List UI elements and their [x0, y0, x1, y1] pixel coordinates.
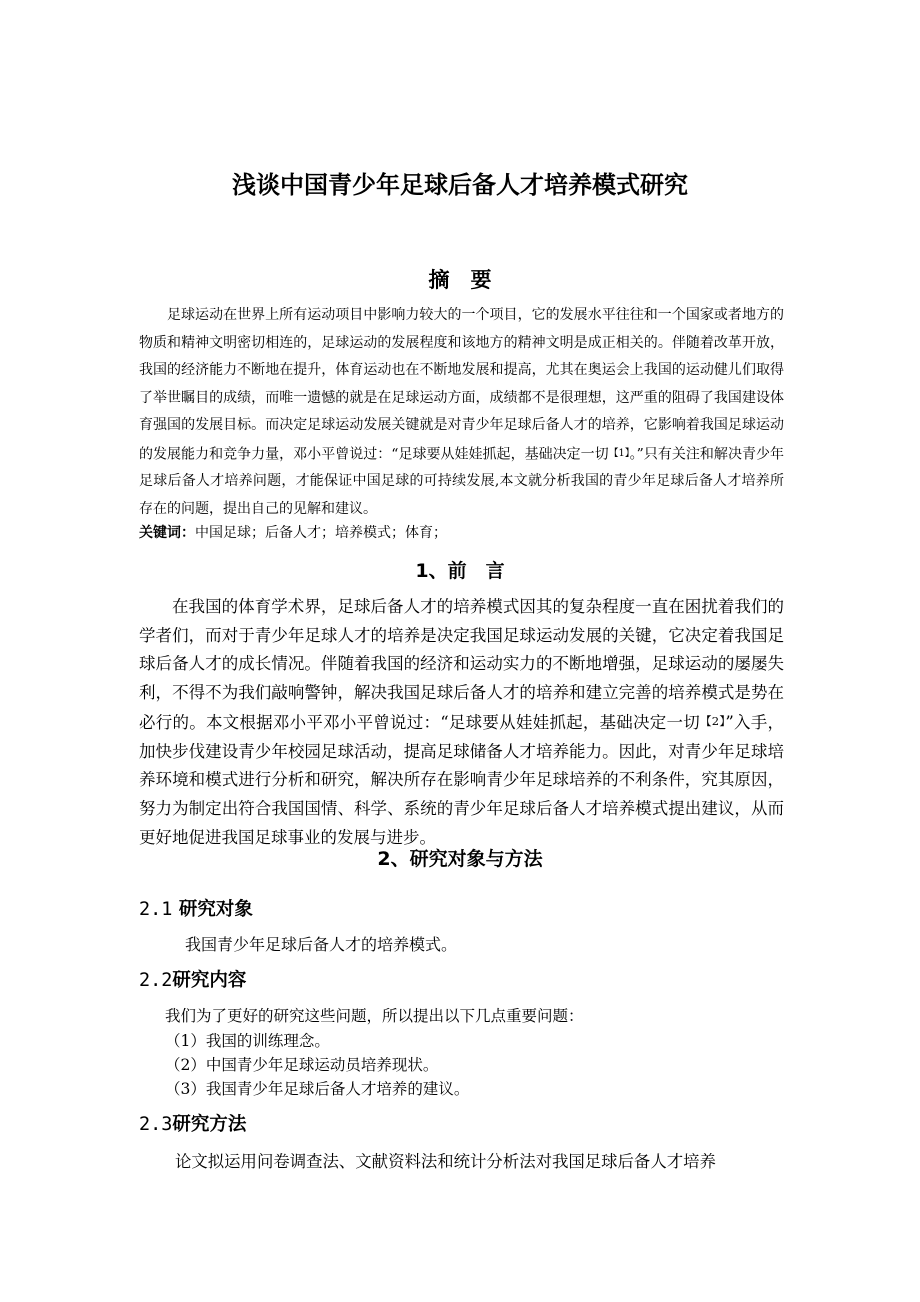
subsection-title: 研究方法 — [172, 1114, 247, 1135]
citation-1: 【1】 — [608, 447, 630, 459]
subsection-heading-research-methods — [139, 1111, 246, 1139]
subsection-number: 2.3 — [139, 1114, 173, 1135]
subsection-heading-research-object — [139, 896, 253, 924]
abstract-text-part-1: 足球运动在世界上所有运动项目中影响力较大的一个项目，它的发展水平往往和一个国家或者地方的物质和精神文明密切相连的，足球运动的发展程度和该地方的精神文明是成正相关的。伴随着改革开放，我国的经济能力不断地在提升，体育运动也在不断地发展和提高，尤其在奥运会上我国的运动健儿们取得了举世瞩目的成绩，而唯一遗憾的就是在足球运动方面，成绩都不是很理想，这严重的阻碍了我国建设体育强国的发展目标。而决定足球运动发展关键就是对青少年足球后备人才的培养，它影响着我国足球运动的发展能力和竞争力量，邓小平曾说过：“足球要从娃娃抓起，基础决定一切 — [139, 307, 784, 462]
list-item: （3）我国青少年足球后备人才培养的建议。 — [165, 1080, 470, 1098]
subsection-heading-research-content — [139, 967, 246, 995]
abstract-text-part-2: 。”只有关注和解决青少年足球后备人才培养问题，才能保证中国足球的可持续发展,本文就分析我国的青少年足球后备人才培养所存在的问题，提出自己的见解和建议。 — [139, 445, 784, 517]
introduction-text-part-2: ”入手，加快步伐建设青少年校园足球活动，提高足球储备人才培养能力。因此，对青少年足球培养环境和模式进行分析和研究，解决所存在影响青少年足球培养的不利条件，究其原因，努力为制定出符合我国国情、科学、系统的青少年足球后备人才培养模式提出建议，从而更好地促进我国足球事业的发展与进步。 — [139, 713, 785, 847]
keywords-label: 关键词： — [139, 525, 195, 541]
section-heading-methods: 2、研究对象与方法 — [377, 848, 543, 870]
subsection-number: 2.2 — [139, 970, 173, 991]
research-object-text: 我国青少年足球后备人才的培养模式。 — [185, 935, 458, 954]
section-heading-introduction: 1、前 言 — [415, 560, 505, 582]
research-methods-text: 论文拟运用问卷调查法、文献资料法和统计分析法对我国足球后备人才培养 — [175, 1152, 716, 1171]
keywords-list: 中国足球；后备人才；培养模式；体育； — [195, 525, 447, 541]
subsection-title: 研究对象 — [178, 899, 253, 920]
list-item: （2）中国青少年足球运动员培养现状。 — [165, 1056, 439, 1074]
subsection-title: 研究内容 — [172, 970, 247, 991]
list-item: （1）我国的训练理念。 — [165, 1032, 330, 1050]
abstract-paragraph — [139, 302, 784, 523]
citation-2: 【2】 — [699, 714, 726, 729]
keywords-line — [139, 520, 784, 547]
subsection-number: 2.1 — [139, 899, 173, 920]
introduction-paragraph — [139, 593, 784, 852]
paper-title: 浅谈中国青少年足球后备人才培养模式研究 — [232, 171, 688, 199]
research-content-intro: 我们为了更好的研究这些问题，所以提出以下几点重要问题： — [165, 1007, 584, 1025]
abstract-heading: 摘 要 — [428, 268, 492, 292]
introduction-text-part-1: 在我国的体育学术界，足球后备人才的培养模式因其的复杂程度一直在困扰着我们的学者们，而对于青少年足球人才的培养是决定我国足球运动发展的关键，它决定着我国足球后备人才的成长情况。伴随着我国的经济和运动实力的不断地增强，足球运动的屡屡失利，不得不为我们敲响警钟，解决我国足球后备人才的培养和建立完善的培养模式是势在必行的。本文根据邓小平邓小平曾说过：“足球要从娃娃抓起，基础决定一切 — [139, 597, 784, 733]
